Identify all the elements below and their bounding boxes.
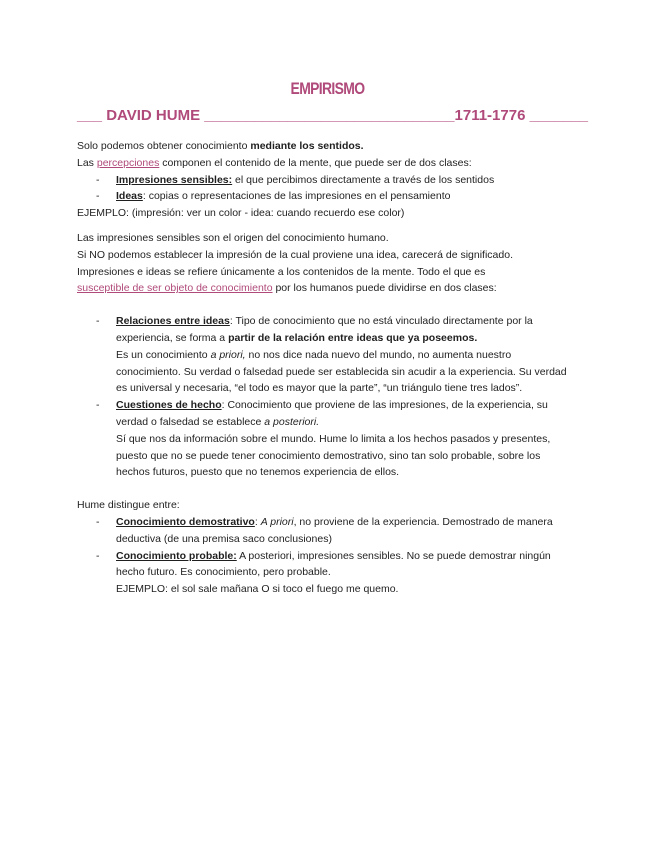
percepciones-link[interactable]: percepciones bbox=[96, 156, 160, 169]
page-title: EMPIRISMO bbox=[290, 79, 365, 98]
example-line: EJEMPLO: (impresión: ver un color - idea: cuando recuerdo ese color) bbox=[77, 207, 405, 220]
list-item: - Conocimiento probable: A posteriori, impresiones sensibles. No se puede demostrar ningún hecho futuro. Es conocimiento, pero probable. EJEMPLO: el sol sale mañana O si toco el fuego me quemo. bbox=[96, 549, 551, 596]
list-item: - Relaciones entre ideas: Tipo de conocimiento que no está vinculado directamente por la experiencia, se forma a partir de la relación entre ideas que ya poseemos. Es un conocimiento a priori, no nos dice nada nuevo del mundo, no aumenta nuestro conocimiento. Su verdad o falsedad puede ser establecida sin acudir a la experiencia. Su verdad es universal y necesaria, “el todo es mayor que la parte”, “un triángulo tiene tres lados”. bbox=[96, 315, 567, 395]
distingue-line: Hume distingue entre: bbox=[77, 499, 180, 512]
para2-line-4: susceptible de ser objeto de conocimiento por los humanos puede dividirse en dos clases: bbox=[77, 282, 497, 295]
list-item: - Cuestiones de hecho: Conocimiento que proviene de las impresiones, de la experiencia, su verdad o falsedad se establece a posteriori. Sí que nos da información sobre el mundo. Hume lo limita a los hechos pasados y presentes, puesto que no se puede tener conocimiento demostrativo, sino tan solo probable, sobre los hechos futuros, puesto que no tenemos experiencia de ellos. bbox=[96, 399, 551, 479]
intro-line-2: Las percepciones componen el contenido de la mente, que puede ser de dos clases: bbox=[77, 156, 472, 169]
susceptible-link[interactable]: susceptible de ser objeto de conocimiento bbox=[77, 282, 273, 295]
intro-line-1: Solo podemos obtener conocimiento mediante los sentidos. bbox=[77, 140, 364, 152]
document-body bbox=[77, 138, 577, 598]
classes-list bbox=[77, 313, 577, 481]
para2-line-3: Impresiones e ideas se refiere únicamente a los contenidos de la mente. Todo el que es bbox=[77, 265, 486, 278]
knowledge-list bbox=[77, 514, 577, 598]
para2-line-1: Las impresiones sensibles son el origen del conocimiento humano. bbox=[77, 231, 389, 244]
author-heading: ___ DAVID HUME ______________________________1711-1776 _______ bbox=[77, 107, 588, 124]
perception-list bbox=[77, 172, 577, 206]
list-item: - Ideas: copias o representaciones de las impresiones en el pensamiento bbox=[96, 190, 451, 203]
para2-line-2: Si NO podemos establecer la impresión de la cual proviene una idea, carecerá de significado. bbox=[77, 248, 513, 261]
list-item: - Impresiones sensibles: el que percibimos directamente a través de los sentidos bbox=[96, 173, 495, 186]
list-item: - Conocimiento demostrativo: A priori, no proviene de la experiencia. Demostrado de manera deductiva (de una premisa saco conclusiones) bbox=[96, 515, 553, 545]
